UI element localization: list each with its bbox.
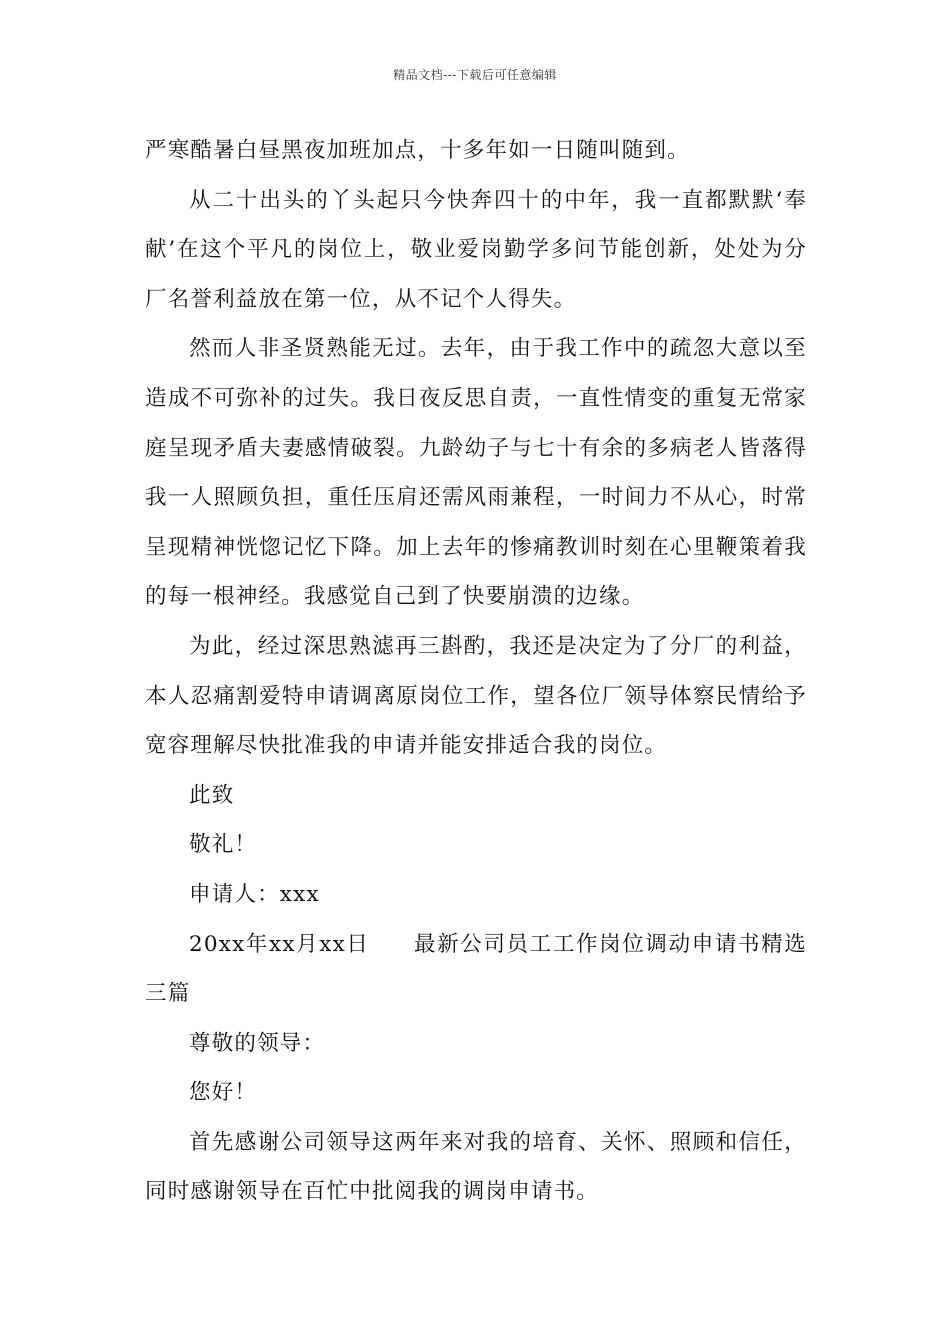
greeting-hello: 您好！ bbox=[189, 1080, 258, 1106]
paragraph-request: 为此，经过深思熟滤再三斟酌，我还是决定为了分厂的利益，本人忍痛割爱特申请调离原岗位工作，望各位厂领导体察民情给予宽容理解尽快批准我的申请并能安排适合我的岗位。 bbox=[145, 633, 807, 759]
date-and-section-title bbox=[145, 920, 807, 1019]
paragraph-continuation: 严寒酷暑白昼黑夜加班加点，十多年如一日随叫随到。 bbox=[145, 138, 690, 163]
section-title: 最新公司员工工作岗位调动申请书精选三篇 bbox=[145, 931, 808, 1007]
greeting-addressee: 尊敬的领导： bbox=[189, 1030, 326, 1056]
document-body bbox=[145, 126, 807, 1217]
paragraph-dedication: 从二十出头的丫头起只今快奔四十的中年，我一直都默默‘奉献’在这个平凡的岗位上，敬业爱岗勤学多问节能创新，处处为分厂名誉利益放在第一位，从不记个人得失。 bbox=[145, 187, 807, 312]
page-header: 精品文档---下载后可任意编辑 bbox=[393, 68, 557, 82]
closing-salutation: 此致 bbox=[189, 782, 235, 808]
letter-date: 20xx年xx月xx日 bbox=[189, 931, 370, 957]
closing-regards: 敬礼！ bbox=[189, 832, 258, 858]
paragraph-thanks: 首先感谢公司领导这两年来对我的培育、关怀、照顾和信任，同时感谢领导在百忙中批阅我的调岗申请书。 bbox=[145, 1129, 807, 1205]
applicant-signature: 申请人：xxx bbox=[189, 881, 320, 907]
paragraph-mistake: 然而人非圣贤熟能无过。去年，由于我工作中的疏忽大意以至造成不可弥补的过失。我日夜反思自责，一直性情变的重复无常家庭呈现矛盾夫妻感情破裂。九龄幼子与七十有余的多病老人皆落得我一人照顾负担，重任压肩还需风雨兼程，一时间力不从心，时常呈现精神恍惚记忆下降。加上去年的惨痛教训时刻在心里鞭策着我的每一根神经。我感觉自己到了快要崩溃的边缘。 bbox=[145, 336, 807, 610]
